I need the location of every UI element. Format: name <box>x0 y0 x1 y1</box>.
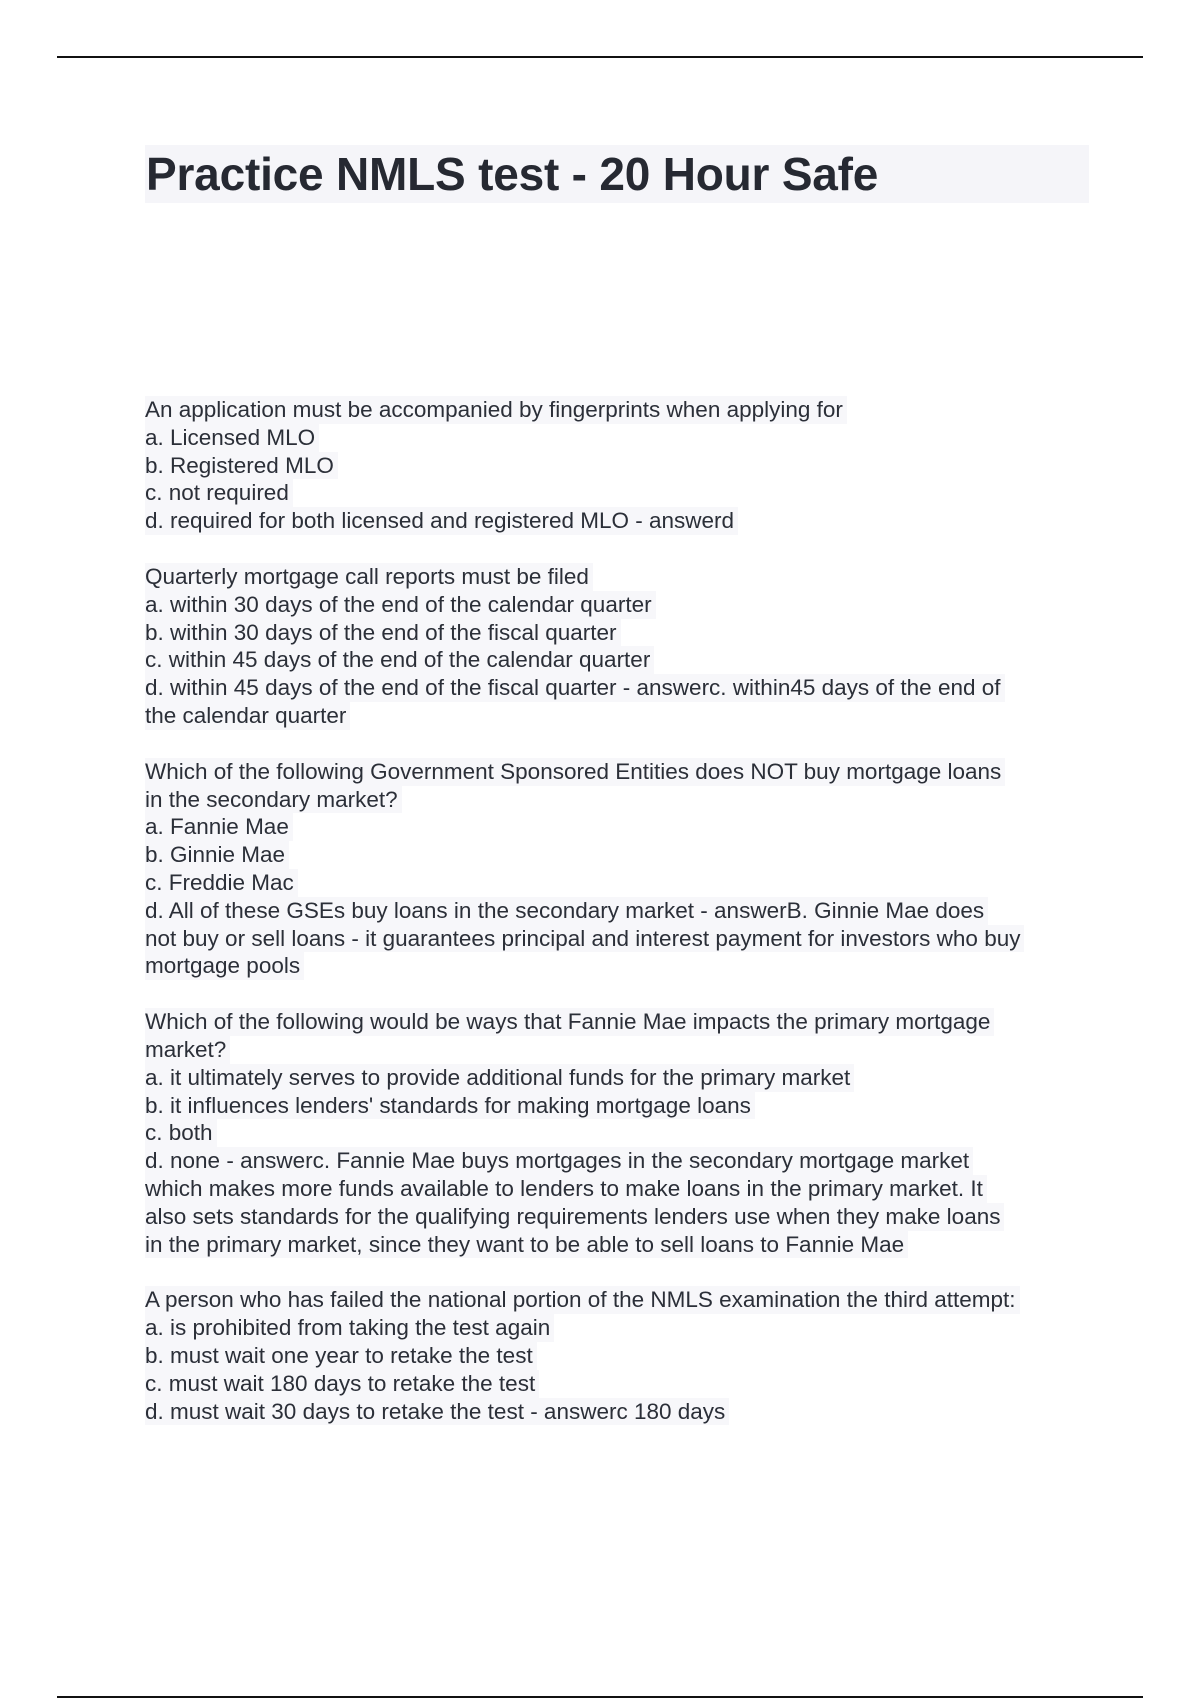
answer-option: c. not required <box>145 479 293 507</box>
answer-option: a. it ultimately serves to provide additional funds for the primary market <box>145 1064 854 1092</box>
answer-option: d. within 45 days of the end of the fiscal quarter - answerc. within45 days of the end of <box>145 674 1005 702</box>
answer-option: d. All of these GSEs buy loans in the secondary market - answerB. Ginnie Mae does <box>145 897 988 925</box>
answer-option: d. none - answerc. Fannie Mae buys mortgages in the secondary mortgage market <box>145 1147 973 1175</box>
answer-option: b. Registered MLO <box>145 452 338 480</box>
answer-option: d. required for both licensed and registered MLO - answerd <box>145 507 738 535</box>
question-block <box>145 396 1100 535</box>
answer-explanation: not buy or sell loans - it guarantees principal and interest payment for investors who buy <box>145 925 1024 953</box>
answer-option: d. must wait 30 days to retake the test - answerc 180 days <box>145 1398 729 1426</box>
question-text: Which of the following Government Sponsored Entities does NOT buy mortgage loans <box>145 758 1005 786</box>
question-block <box>145 758 1100 980</box>
answer-option: b. it influences lenders' standards for making mortgage loans <box>145 1092 755 1120</box>
answer-option: c. both <box>145 1119 217 1147</box>
answer-explanation: the calendar quarter <box>145 702 350 730</box>
answer-explanation: in the primary market, since they want to be able to sell loans to Fannie Mae <box>145 1231 908 1259</box>
answer-option: a. Licensed MLO <box>145 424 319 452</box>
answer-option: b. must wait one year to retake the test <box>145 1342 537 1370</box>
answer-option: c. Freddie Mac <box>145 869 298 897</box>
question-block <box>145 1008 1100 1258</box>
question-text: Quarterly mortgage call reports must be filed <box>145 563 593 591</box>
answer-option: b. Ginnie Mae <box>145 841 289 869</box>
question-text: in the secondary market? <box>145 786 402 814</box>
top-rule <box>57 56 1143 58</box>
answer-explanation: which makes more funds available to lenders to make loans in the primary market. It <box>145 1175 987 1203</box>
question-block <box>145 1286 1100 1425</box>
question-block <box>145 563 1100 730</box>
answer-explanation: mortgage pools <box>145 952 304 980</box>
question-list <box>145 396 1100 1453</box>
answer-option: a. Fannie Mae <box>145 813 293 841</box>
question-text: Which of the following would be ways that Fannie Mae impacts the primary mortgage <box>145 1008 994 1036</box>
question-text: A person who has failed the national portion of the NMLS examination the third attempt: <box>145 1286 1020 1314</box>
answer-option: b. within 30 days of the end of the fiscal quarter <box>145 619 621 647</box>
question-text: market? <box>145 1036 230 1064</box>
bottom-rule <box>57 1696 1143 1698</box>
page-title: Practice NMLS test - 20 Hour Safe <box>146 148 879 200</box>
answer-option: a. within 30 days of the end of the calendar quarter <box>145 591 656 619</box>
question-text: An application must be accompanied by fingerprints when applying for <box>145 396 847 424</box>
answer-explanation: also sets standards for the qualifying requirements lenders use when they make loans <box>145 1203 1004 1231</box>
answer-option: c. within 45 days of the end of the calendar quarter <box>145 646 654 674</box>
answer-option: a. is prohibited from taking the test again <box>145 1314 554 1342</box>
answer-option: c. must wait 180 days to retake the test <box>145 1370 539 1398</box>
